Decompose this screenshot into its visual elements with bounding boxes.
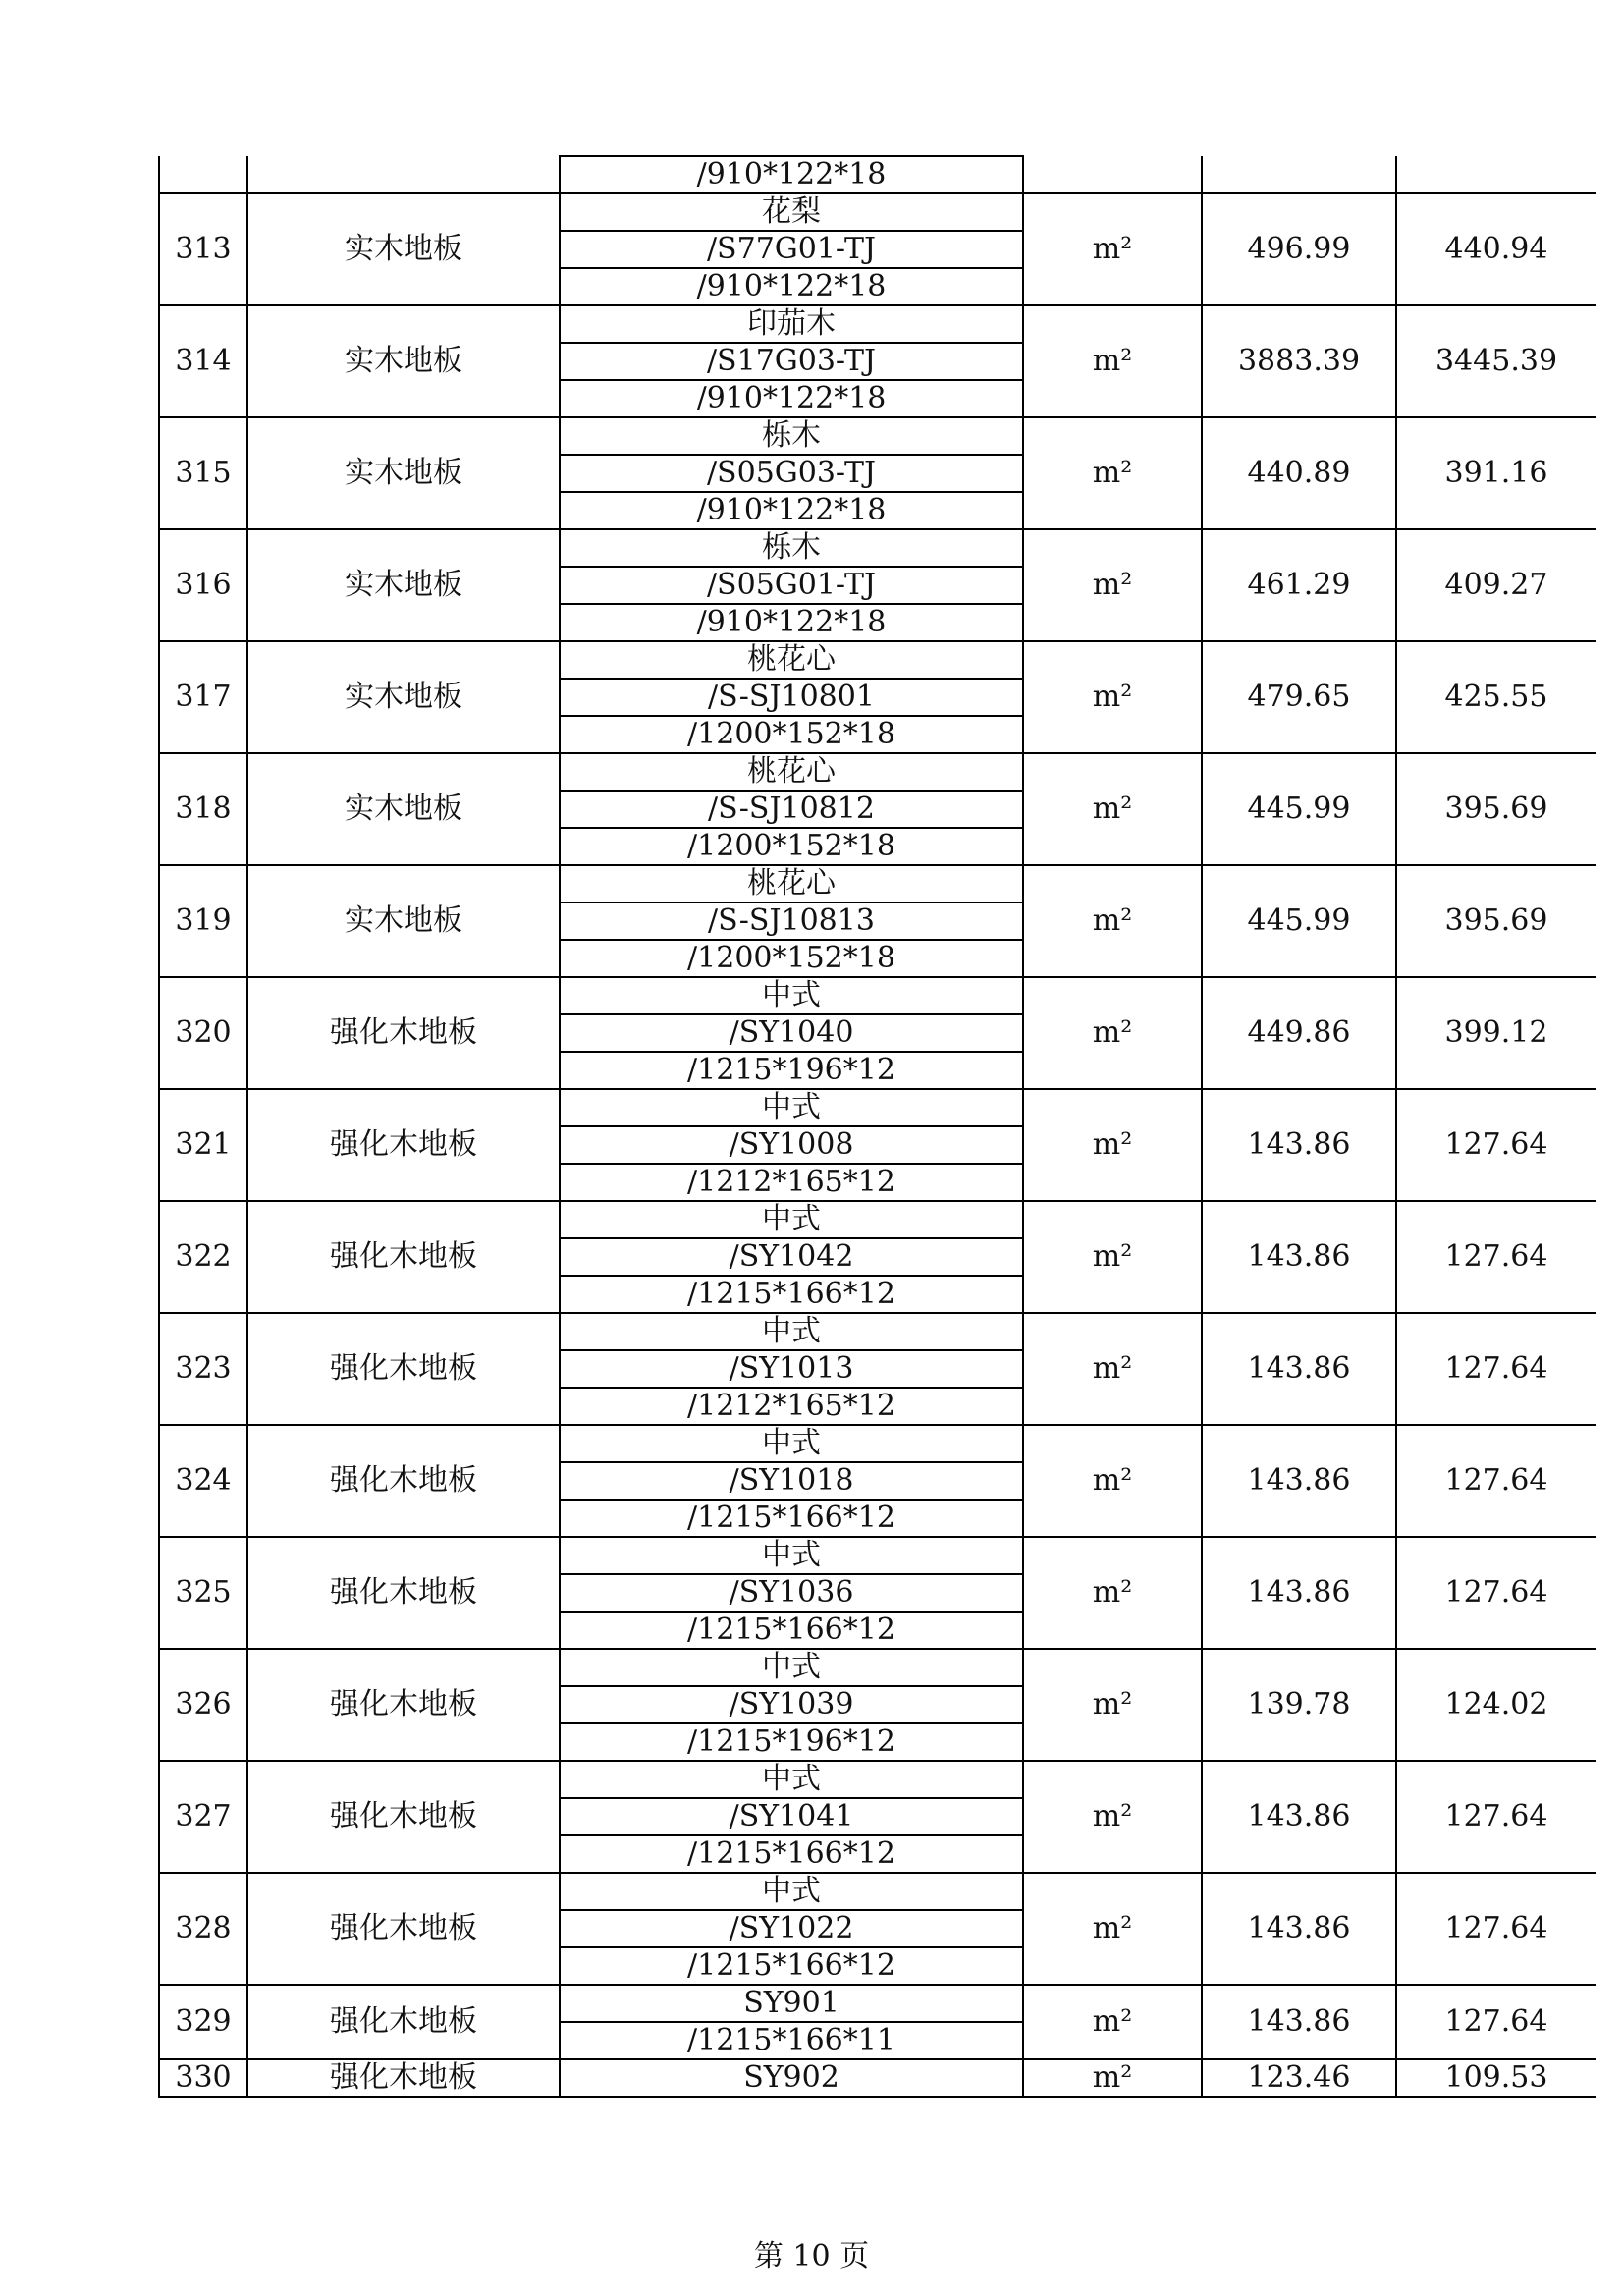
price-1: 143.86	[1202, 1313, 1396, 1425]
table-row	[159, 865, 1596, 902]
price-1: 440.89	[1202, 417, 1396, 529]
spec-line: 中式	[560, 1649, 1023, 1686]
spec-line: /1215*166*12	[560, 1500, 1023, 1537]
price-2: 395.69	[1396, 753, 1596, 865]
spec-line: 中式	[560, 1873, 1023, 1910]
price-2: 127.64	[1396, 1425, 1596, 1537]
row-number: 328	[159, 1873, 247, 1985]
spec-line: /SY1022	[560, 1910, 1023, 1947]
row-number: 313	[159, 193, 247, 305]
spec-line: /1215*196*12	[560, 1052, 1023, 1089]
table-row	[159, 641, 1596, 679]
price-1: 139.78	[1202, 1649, 1396, 1761]
item-name: 实木地板	[247, 865, 560, 977]
price-1: 143.86	[1202, 1201, 1396, 1313]
price-2: 124.02	[1396, 1649, 1596, 1761]
spec-line: 中式	[560, 1089, 1023, 1126]
row-number: 329	[159, 1985, 247, 2059]
item-name: 实木地板	[247, 305, 560, 417]
spec-line: SY902	[560, 2059, 1023, 2097]
unit-cell: m²	[1023, 977, 1202, 1089]
item-name: 实木地板	[247, 753, 560, 865]
spec-line: /S-SJ10812	[560, 791, 1023, 828]
table-row	[159, 1425, 1596, 1462]
price-1: 123.46	[1202, 2059, 1396, 2097]
unit-cell: m²	[1023, 1313, 1202, 1425]
table-row	[159, 529, 1596, 567]
spec-line: /SY1036	[560, 1574, 1023, 1612]
spec-line: /1215*166*12	[560, 1947, 1023, 1985]
item-name: 强化木地板	[247, 1313, 560, 1425]
item-name: 实木地板	[247, 529, 560, 641]
item-name: 实木地板	[247, 417, 560, 529]
table-row	[159, 417, 1596, 455]
spec-line: 中式	[560, 1313, 1023, 1350]
spec-line: /910*122*18	[560, 156, 1023, 193]
spec-line: /SY1040	[560, 1014, 1023, 1052]
price1-cell	[1202, 156, 1396, 193]
price-2: 127.64	[1396, 1537, 1596, 1649]
spec-line: /SY1008	[560, 1126, 1023, 1164]
continuation-row	[159, 156, 1596, 193]
table-row	[159, 1537, 1596, 1574]
spec-line: /1215*166*11	[560, 2022, 1023, 2059]
spec-line: SY901	[560, 1985, 1023, 2022]
spec-line: /1215*166*12	[560, 1612, 1023, 1649]
table-row	[159, 1873, 1596, 1910]
price-1: 445.99	[1202, 865, 1396, 977]
spec-line: /S-SJ10813	[560, 902, 1023, 940]
spec-line: /910*122*18	[560, 604, 1023, 641]
table-row	[159, 1985, 1596, 2022]
table-row	[159, 2059, 1596, 2097]
name-cell	[247, 156, 560, 193]
price-2: 440.94	[1396, 193, 1596, 305]
table-row	[159, 1313, 1596, 1350]
item-name: 强化木地板	[247, 1425, 560, 1537]
item-name: 强化木地板	[247, 1537, 560, 1649]
item-name: 强化木地板	[247, 1089, 560, 1201]
price-1: 143.86	[1202, 1537, 1396, 1649]
row-number: 318	[159, 753, 247, 865]
spec-line: /S17G03-TJ	[560, 343, 1023, 380]
spec-line: 栎木	[560, 529, 1023, 567]
unit-cell: m²	[1023, 529, 1202, 641]
spec-line: /S-SJ10801	[560, 679, 1023, 716]
price-2: 127.64	[1396, 1873, 1596, 1985]
unit-cell: m²	[1023, 417, 1202, 529]
unit-cell: m²	[1023, 193, 1202, 305]
spec-line: /910*122*18	[560, 380, 1023, 417]
price-1: 143.86	[1202, 1985, 1396, 2059]
table-row	[159, 193, 1596, 231]
price-2: 399.12	[1396, 977, 1596, 1089]
spec-line: 中式	[560, 1425, 1023, 1462]
spec-line: /SY1013	[560, 1350, 1023, 1388]
price2-cell	[1396, 156, 1596, 193]
price-2: 391.16	[1396, 417, 1596, 529]
unit-cell: m²	[1023, 1425, 1202, 1537]
item-name: 实木地板	[247, 641, 560, 753]
price-1: 449.86	[1202, 977, 1396, 1089]
unit-cell: m²	[1023, 1761, 1202, 1873]
price-1: 143.86	[1202, 1089, 1396, 1201]
unit-cell: m²	[1023, 2059, 1202, 2097]
item-name: 强化木地板	[247, 1649, 560, 1761]
row-number: 320	[159, 977, 247, 1089]
table-row	[159, 305, 1596, 343]
unit-cell: m²	[1023, 1089, 1202, 1201]
price-1: 445.99	[1202, 753, 1396, 865]
item-name: 强化木地板	[247, 1985, 560, 2059]
row-number: 319	[159, 865, 247, 977]
unit-cell: m²	[1023, 1537, 1202, 1649]
spec-line: /S05G01-TJ	[560, 567, 1023, 604]
price-2: 409.27	[1396, 529, 1596, 641]
spec-line: /1200*152*18	[560, 940, 1023, 977]
spec-line: /1212*165*12	[560, 1388, 1023, 1425]
spec-line: 花梨	[560, 193, 1023, 231]
price-2: 127.64	[1396, 1761, 1596, 1873]
price-1: 3883.39	[1202, 305, 1396, 417]
spec-line: /1215*166*12	[560, 1276, 1023, 1313]
item-name: 强化木地板	[247, 1873, 560, 1985]
unit-cell: m²	[1023, 1873, 1202, 1985]
row-number: 324	[159, 1425, 247, 1537]
spec-line: /SY1039	[560, 1686, 1023, 1723]
unit-cell: m²	[1023, 1201, 1202, 1313]
no-cell	[159, 156, 247, 193]
price-table-body	[159, 156, 1596, 2097]
item-name: 强化木地板	[247, 977, 560, 1089]
spec-line: /910*122*18	[560, 268, 1023, 305]
price-2: 127.64	[1396, 1089, 1596, 1201]
spec-line: 桃花心	[560, 865, 1023, 902]
row-number: 322	[159, 1201, 247, 1313]
spec-line: /1215*196*12	[560, 1723, 1023, 1761]
price-1: 461.29	[1202, 529, 1396, 641]
spec-line: /1215*166*12	[560, 1835, 1023, 1873]
price-1: 143.86	[1202, 1761, 1396, 1873]
spec-line: /S77G01-TJ	[560, 231, 1023, 268]
price-2: 127.64	[1396, 1985, 1596, 2059]
row-number: 327	[159, 1761, 247, 1873]
page-footer: 第 10 页	[753, 2239, 870, 2273]
table-row	[159, 1761, 1596, 1798]
spec-line: 桃花心	[560, 641, 1023, 679]
price-1: 496.99	[1202, 193, 1396, 305]
table-row	[159, 1089, 1596, 1126]
spec-line: 栎木	[560, 417, 1023, 455]
table-row	[159, 1201, 1596, 1238]
row-number: 321	[159, 1089, 247, 1201]
row-number: 315	[159, 417, 247, 529]
spec-line: /1200*152*18	[560, 828, 1023, 865]
spec-line: 中式	[560, 1201, 1023, 1238]
unit-cell: m²	[1023, 753, 1202, 865]
unit-cell: m²	[1023, 1649, 1202, 1761]
spec-line: 中式	[560, 1537, 1023, 1574]
price-table-sheet	[158, 155, 1596, 2198]
unit-cell: m²	[1023, 1985, 1202, 2059]
table-row	[159, 1649, 1596, 1686]
row-number: 325	[159, 1537, 247, 1649]
item-name: 强化木地板	[247, 2059, 560, 2097]
price-2: 109.53	[1396, 2059, 1596, 2097]
item-name: 强化木地板	[247, 1201, 560, 1313]
price-2: 425.55	[1396, 641, 1596, 753]
spec-line: 中式	[560, 977, 1023, 1014]
price-1: 143.86	[1202, 1425, 1396, 1537]
spec-line: /910*122*18	[560, 492, 1023, 529]
spec-line: /1200*152*18	[560, 716, 1023, 753]
table-row	[159, 977, 1596, 1014]
price-2: 3445.39	[1396, 305, 1596, 417]
row-number: 314	[159, 305, 247, 417]
price-1: 143.86	[1202, 1873, 1396, 1985]
item-name: 强化木地板	[247, 1761, 560, 1873]
spec-line: /1212*165*12	[560, 1164, 1023, 1201]
row-number: 323	[159, 1313, 247, 1425]
row-number: 326	[159, 1649, 247, 1761]
spec-line: /SY1041	[560, 1798, 1023, 1835]
price-2: 395.69	[1396, 865, 1596, 977]
unit-cell	[1023, 156, 1202, 193]
row-number: 316	[159, 529, 247, 641]
price-2: 127.64	[1396, 1201, 1596, 1313]
spec-line: /SY1042	[560, 1238, 1023, 1276]
row-number: 317	[159, 641, 247, 753]
price-table	[158, 155, 1596, 2098]
spec-line: 中式	[560, 1761, 1023, 1798]
price-1: 479.65	[1202, 641, 1396, 753]
spec-line: /S05G03-TJ	[560, 455, 1023, 492]
row-number: 330	[159, 2059, 247, 2097]
item-name: 实木地板	[247, 193, 560, 305]
spec-line: 印茄木	[560, 305, 1023, 343]
unit-cell: m²	[1023, 641, 1202, 753]
unit-cell: m²	[1023, 305, 1202, 417]
price-2: 127.64	[1396, 1313, 1596, 1425]
table-row	[159, 753, 1596, 791]
unit-cell: m²	[1023, 865, 1202, 977]
spec-line: /SY1018	[560, 1462, 1023, 1500]
spec-line: 桃花心	[560, 753, 1023, 791]
